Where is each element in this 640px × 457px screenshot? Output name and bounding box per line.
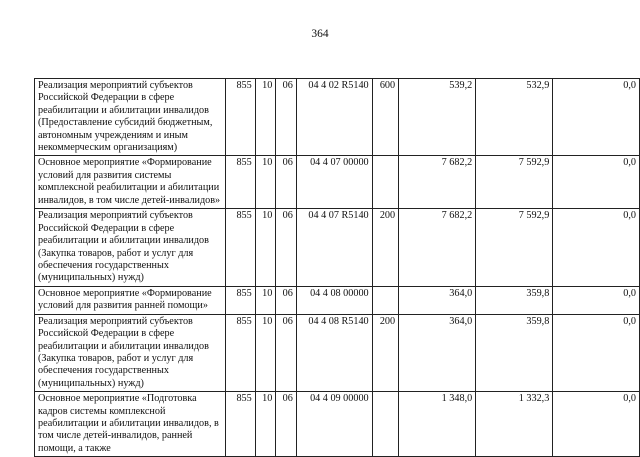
row-subsection: 06	[276, 286, 297, 314]
row-section: 10	[255, 286, 276, 314]
row-expense-type	[372, 392, 398, 457]
table-row	[35, 209, 640, 286]
row-grbs: 855	[225, 392, 255, 457]
row-grbs: 855	[225, 209, 255, 286]
row-target-code: 04 4 02 R5140	[296, 79, 372, 156]
row-value-1: 1 348,0	[399, 392, 476, 457]
budget-table	[34, 78, 640, 457]
row-expense-type	[372, 156, 398, 209]
row-subsection: 06	[276, 79, 297, 156]
row-target-code: 04 4 07 00000	[296, 156, 372, 209]
row-subsection: 06	[276, 314, 297, 391]
row-grbs: 855	[225, 79, 255, 156]
row-target-code: 04 4 08 00000	[296, 286, 372, 314]
row-value-3: 0,0	[553, 392, 640, 457]
page-number: 364	[311, 28, 329, 40]
table-row	[35, 392, 640, 457]
row-name: Реализация мероприятий субъектов Российской Федерации в сфере реабилитации и абилитации инвалидов (Закупка товаров, работ и услуг для обеспечения государственных (муниципальных) нужд)	[35, 314, 226, 391]
row-value-2: 532,9	[476, 79, 553, 156]
row-subsection: 06	[276, 209, 297, 286]
row-name: Основное мероприятие «Формирование условий для развития системы комплексной реабилитации и абилитации инвалидов, в том числе детей-инвалидов»	[35, 156, 226, 209]
row-value-2: 359,8	[476, 314, 553, 391]
row-expense-type: 200	[372, 314, 398, 391]
row-value-2: 359,8	[476, 286, 553, 314]
row-section: 10	[255, 314, 276, 391]
row-value-2: 1 332,3	[476, 392, 553, 457]
row-value-3: 0,0	[553, 314, 640, 391]
table-row	[35, 156, 640, 209]
row-grbs: 855	[225, 286, 255, 314]
table-row	[35, 286, 640, 314]
row-value-3: 0,0	[553, 286, 640, 314]
row-name: Основное мероприятие «Формирование условий для развития ранней помощи»	[35, 286, 226, 314]
row-section: 10	[255, 156, 276, 209]
row-target-code: 04 4 08 R5140	[296, 314, 372, 391]
row-target-code: 04 4 09 00000	[296, 392, 372, 457]
row-value-1: 7 682,2	[399, 209, 476, 286]
row-name: Основное мероприятие «Подготовка кадров системы комплексной реабилитации и абилитации инвалидов, в том числе детей-инвалидов, ранней помощи, а также	[35, 392, 226, 457]
row-value-1: 7 682,2	[399, 156, 476, 209]
table-row	[35, 314, 640, 391]
row-section: 10	[255, 209, 276, 286]
row-expense-type	[372, 286, 398, 314]
row-name: Реализация мероприятий субъектов Российской Федерации в сфере реабилитации и абилитации инвалидов (Предоставление субсидий бюджетным, автономным учреждениям и иным некоммерческим организациям)	[35, 79, 226, 156]
row-value-3: 0,0	[553, 79, 640, 156]
row-value-3: 0,0	[553, 156, 640, 209]
row-value-3: 0,0	[553, 209, 640, 286]
table-row	[35, 79, 640, 156]
row-grbs: 855	[225, 314, 255, 391]
row-expense-type: 200	[372, 209, 398, 286]
row-name: Реализация мероприятий субъектов Российской Федерации в сфере реабилитации и абилитации инвалидов (Закупка товаров, работ и услуг для обеспечения государственных (муниципальных) нужд)	[35, 209, 226, 286]
row-value-1: 364,0	[399, 286, 476, 314]
row-value-2: 7 592,9	[476, 156, 553, 209]
row-expense-type: 600	[372, 79, 398, 156]
row-value-1: 539,2	[399, 79, 476, 156]
row-value-1: 364,0	[399, 314, 476, 391]
row-value-2: 7 592,9	[476, 209, 553, 286]
row-target-code: 04 4 07 R5140	[296, 209, 372, 286]
row-subsection: 06	[276, 392, 297, 457]
row-section: 10	[255, 392, 276, 457]
row-grbs: 855	[225, 156, 255, 209]
row-section: 10	[255, 79, 276, 156]
row-subsection: 06	[276, 156, 297, 209]
